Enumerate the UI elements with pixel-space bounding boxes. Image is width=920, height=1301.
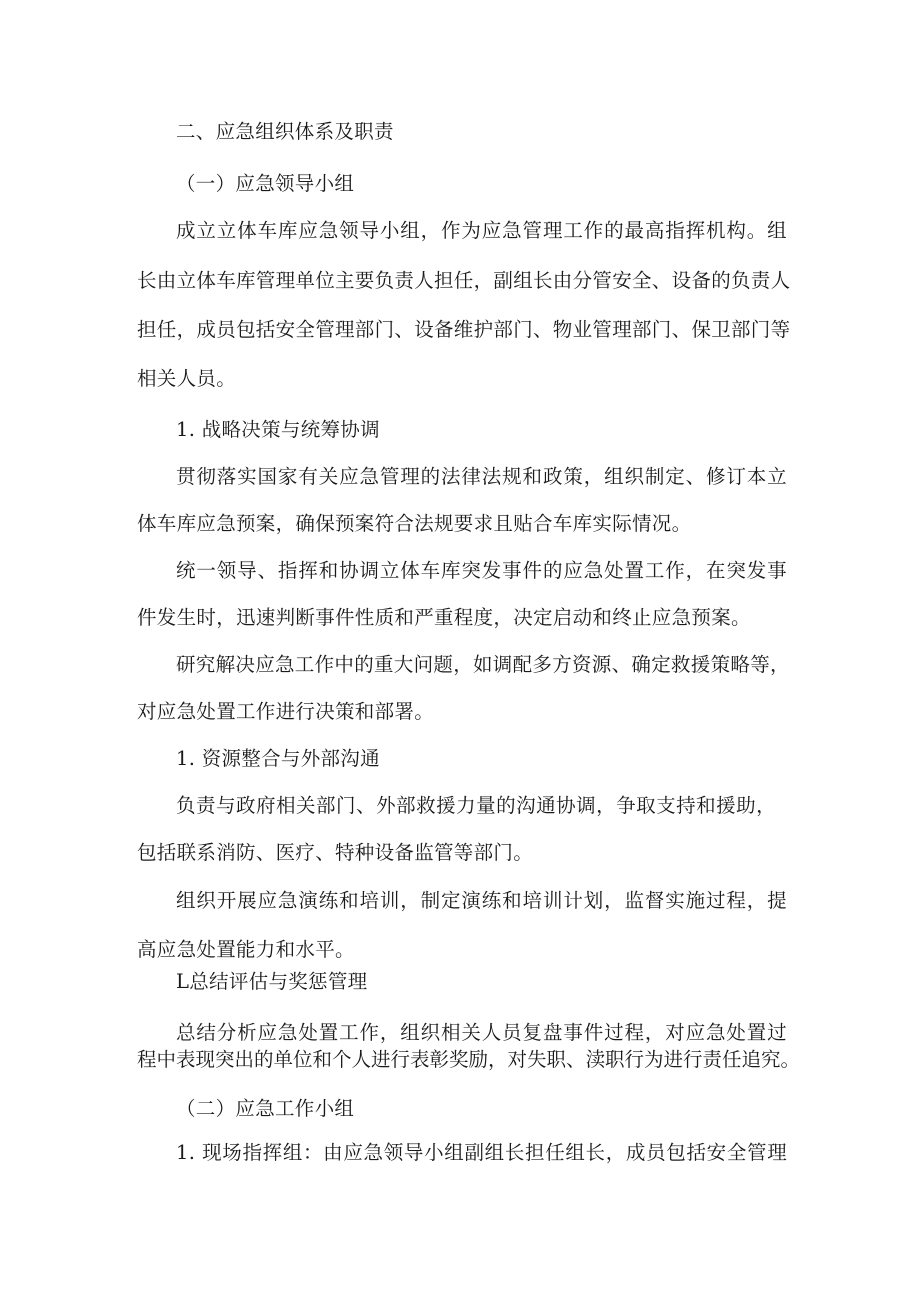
- paragraph-line: 总结分析应急处置工作，组织相关人员复盘事件过程，对应急处置过: [176, 1021, 787, 1044]
- subsection-heading: （一）应急领导小组: [176, 172, 355, 195]
- paragraph-line: 成立立体车库应急领导小组，作为应急管理工作的最高指挥机构。组: [176, 219, 787, 242]
- item-heading: 1. 战略决策与统筹协调: [176, 418, 380, 441]
- item-heading: 1. 资源整合与外部沟通: [176, 747, 380, 770]
- paragraph-line: 程中表现突出的单位和个人进行表彰奖励，对失职、渎职行为进行责任追究。: [137, 1048, 801, 1071]
- paragraph-line: 统一领导、指挥和协调立体车库突发事件的应急处置工作，在突发事: [176, 559, 787, 582]
- paragraph-line: 贯彻落实国家有关应急管理的法律法规和政策，组织制定、修订本立: [176, 465, 787, 488]
- paragraph-line: 件发生时，迅速判断事件性质和严重程度，决定启动和终止应急预案。: [137, 606, 751, 629]
- paragraph-line: 对应急处置工作进行决策和部署。: [137, 700, 435, 723]
- paragraph-line: 组织开展应急演练和培训，制定演练和培训计划，监督实施过程，提: [176, 889, 787, 912]
- item-heading: L总结评估与奖惩管理: [176, 970, 368, 993]
- paragraph-line: 长由立体车库管理单位主要负责人担任，副组长由分管安全、设备的负责人: [137, 269, 791, 292]
- paragraph-line: 体车库应急预案，确保预案符合法规要求且贴合车库实际情况。: [137, 512, 692, 535]
- paragraph-line: 相关人员。: [137, 367, 237, 390]
- paragraph-line: 高应急处置能力和水平。: [137, 938, 355, 961]
- paragraph-line: 研究解决应急工作中的重大问题，如调配多方资源、确定救援策略等，: [176, 653, 790, 676]
- subsection-heading: （二）应急工作小组: [176, 1097, 355, 1120]
- paragraph-line: 包括联系消防、医疗、特种设备监管等部门。: [137, 841, 534, 864]
- paragraph-line: 1. 现场指挥组：由应急领导小组副组长担任组长，成员包括安全管理: [176, 1141, 787, 1164]
- paragraph-line: 负责与政府相关部门、外部救援力量的沟通协调，争取支持和援助，: [176, 794, 776, 817]
- paragraph-line: 担任，成员包括安全管理部门、设备维护部门、物业管理部门、保卫部门等: [137, 318, 791, 341]
- section-heading: 二、应急组织体系及职责: [176, 120, 394, 143]
